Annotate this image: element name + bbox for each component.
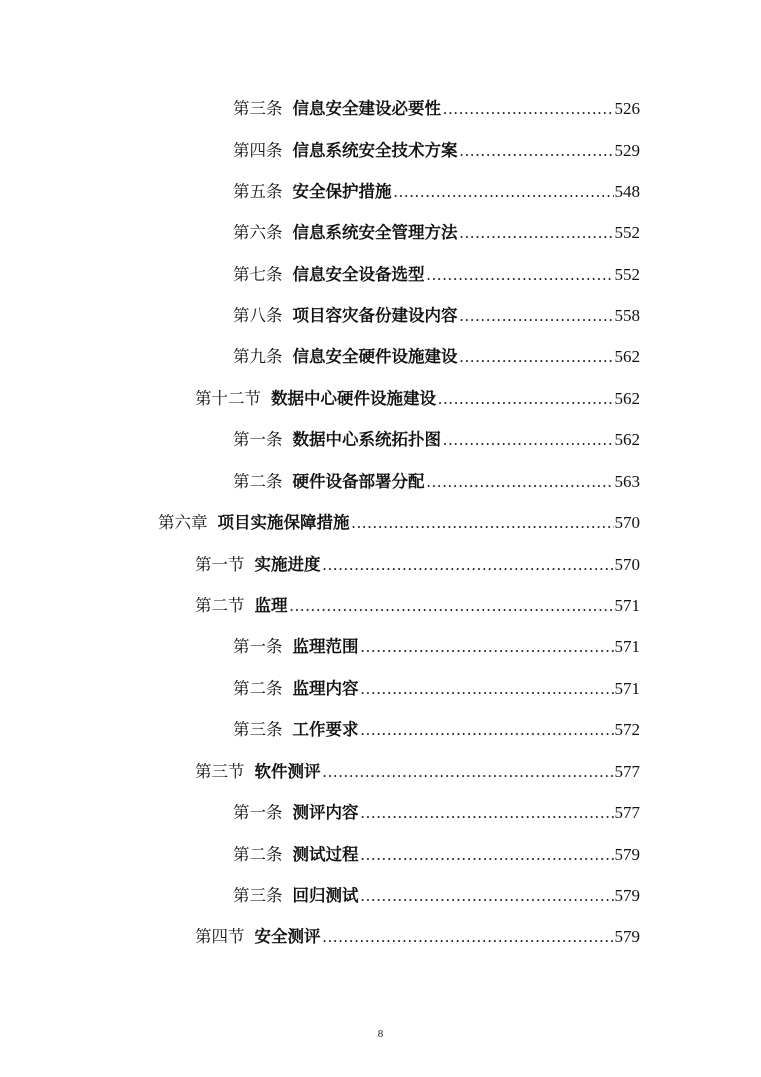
toc-leader-dots bbox=[443, 96, 614, 122]
toc-entry-label: 第八条 bbox=[233, 306, 283, 325]
toc-entry[interactable] bbox=[233, 262, 640, 288]
toc-entry[interactable] bbox=[233, 303, 640, 329]
toc-entry-page: 526 bbox=[614, 99, 640, 118]
toc-entry-label: 第三节 bbox=[195, 762, 245, 781]
toc-entry-page: 579 bbox=[614, 886, 640, 905]
toc-entry[interactable] bbox=[233, 842, 640, 868]
toc-leader-dots bbox=[427, 262, 614, 288]
toc-leader-dots bbox=[323, 552, 614, 578]
toc-leader-dots bbox=[443, 427, 614, 453]
toc-entry[interactable] bbox=[233, 634, 640, 660]
toc-leader-dots bbox=[460, 138, 614, 164]
toc-entry[interactable] bbox=[158, 510, 640, 536]
toc-entry-label: 第一条 bbox=[233, 637, 283, 656]
toc-entry-label: 第二节 bbox=[195, 596, 245, 615]
toc-leader-dots bbox=[361, 883, 614, 909]
toc-entry-page: 570 bbox=[614, 513, 640, 532]
toc-entry-title: 数据中心系统拓扑图 bbox=[292, 430, 441, 449]
toc-entry-title: 安全保护措施 bbox=[292, 182, 392, 201]
toc-leader-dots bbox=[460, 220, 614, 246]
toc-entry-page: 562 bbox=[614, 347, 640, 366]
toc-entry-label: 第十二节 bbox=[195, 389, 261, 408]
toc-entry[interactable] bbox=[233, 676, 640, 702]
toc-entry-title: 硬件设备部署分配 bbox=[292, 472, 425, 491]
toc-entry-title: 监理内容 bbox=[292, 679, 359, 698]
toc-entry[interactable] bbox=[233, 344, 640, 370]
toc-leader-dots bbox=[352, 510, 614, 536]
toc-entry-label: 第五条 bbox=[233, 182, 283, 201]
toc-entry-title: 数据中心硬件设施建设 bbox=[271, 389, 436, 408]
toc-entry[interactable] bbox=[195, 759, 640, 785]
toc-leader-dots bbox=[361, 717, 614, 743]
toc-entry-page: 571 bbox=[614, 596, 640, 615]
toc-entry-page: 571 bbox=[614, 637, 640, 656]
toc-entry-title: 信息安全设备选型 bbox=[292, 265, 425, 284]
toc-entry-title: 监理 bbox=[254, 596, 288, 615]
toc-entry-label: 第六章 bbox=[158, 513, 208, 532]
toc-entry-label: 第四节 bbox=[195, 927, 245, 946]
toc-entry[interactable] bbox=[195, 386, 640, 412]
toc-entry-label: 第九条 bbox=[233, 347, 283, 366]
toc-entry-label: 第二条 bbox=[233, 679, 283, 698]
toc-entry-page: 558 bbox=[614, 306, 640, 325]
toc-leader-dots bbox=[361, 842, 614, 868]
toc-entry[interactable] bbox=[195, 924, 640, 950]
toc-leader-dots bbox=[290, 593, 614, 619]
toc-entry-page: 577 bbox=[614, 803, 640, 822]
toc-entry-page: 579 bbox=[614, 845, 640, 864]
toc-leader-dots bbox=[323, 759, 614, 785]
toc-entry-title: 工作要求 bbox=[292, 720, 359, 739]
toc-entry[interactable] bbox=[233, 717, 640, 743]
toc-entry-label: 第一条 bbox=[233, 430, 283, 449]
toc-entry-label: 第七条 bbox=[233, 265, 283, 284]
toc-entry-page: 563 bbox=[614, 472, 640, 491]
toc-entry[interactable] bbox=[233, 179, 640, 205]
toc-entry-title: 信息安全硬件设施建设 bbox=[292, 347, 458, 366]
toc-entry-title: 测评内容 bbox=[292, 803, 359, 822]
toc-entry[interactable] bbox=[233, 883, 640, 909]
toc-leader-dots bbox=[427, 469, 614, 495]
toc-entry-page: 577 bbox=[614, 762, 640, 781]
toc-entry[interactable] bbox=[233, 469, 640, 495]
toc-entry-title: 回归测试 bbox=[292, 886, 359, 905]
toc-entry-page: 570 bbox=[614, 555, 640, 574]
toc-entry-page: 548 bbox=[614, 182, 640, 201]
toc-entry-title: 信息安全建设必要性 bbox=[292, 99, 441, 118]
toc-entry-page: 579 bbox=[614, 927, 640, 946]
toc-entry[interactable] bbox=[195, 552, 640, 578]
toc-entry[interactable] bbox=[233, 427, 640, 453]
toc-entry-page: 562 bbox=[614, 430, 640, 449]
toc-entry-label: 第六条 bbox=[233, 223, 283, 242]
toc-leader-dots bbox=[394, 179, 614, 205]
toc-leader-dots bbox=[438, 386, 614, 412]
toc-leader-dots bbox=[361, 800, 614, 826]
toc-leader-dots bbox=[460, 303, 614, 329]
toc-entry[interactable] bbox=[233, 96, 640, 122]
toc-entry-title: 测试过程 bbox=[292, 845, 359, 864]
toc-entry-page: 552 bbox=[614, 223, 640, 242]
toc-entry-label: 第三条 bbox=[233, 99, 283, 118]
toc-entry-label: 第二条 bbox=[233, 845, 283, 864]
toc-entry[interactable] bbox=[195, 593, 640, 619]
toc-entry-label: 第一节 bbox=[195, 555, 245, 574]
toc-entry-label: 第一条 bbox=[233, 803, 283, 822]
toc-entry-label: 第二条 bbox=[233, 472, 283, 491]
toc-entry-title: 信息系统安全管理方法 bbox=[292, 223, 458, 242]
toc-leader-dots bbox=[323, 924, 614, 950]
toc-entry[interactable] bbox=[233, 800, 640, 826]
toc-leader-dots bbox=[361, 634, 614, 660]
toc-entry-title: 软件测评 bbox=[254, 762, 321, 781]
toc-entry-page: 552 bbox=[614, 265, 640, 284]
toc-entry-label: 第三条 bbox=[233, 720, 283, 739]
toc-entry-title: 监理范围 bbox=[292, 637, 359, 656]
toc-entry-label: 第三条 bbox=[233, 886, 283, 905]
toc-leader-dots bbox=[460, 344, 614, 370]
toc-entry-page: 529 bbox=[614, 141, 640, 160]
toc-entry-page: 572 bbox=[614, 720, 640, 739]
toc-entry-title: 安全测评 bbox=[254, 927, 321, 946]
toc-entry-page: 562 bbox=[614, 389, 640, 408]
page-number: 8 bbox=[377, 1028, 384, 1040]
toc-entry[interactable] bbox=[233, 220, 640, 246]
toc-entry-title: 项目实施保障措施 bbox=[217, 513, 350, 532]
toc-entry-title: 项目容灾备份建设内容 bbox=[292, 306, 458, 325]
toc-entry-page: 571 bbox=[614, 679, 640, 698]
toc-entry[interactable] bbox=[233, 138, 640, 164]
toc-entry-label: 第四条 bbox=[233, 141, 283, 160]
toc-entry-title: 实施进度 bbox=[254, 555, 321, 574]
toc-leader-dots bbox=[361, 676, 614, 702]
toc-entry-title: 信息系统安全技术方案 bbox=[292, 141, 458, 160]
